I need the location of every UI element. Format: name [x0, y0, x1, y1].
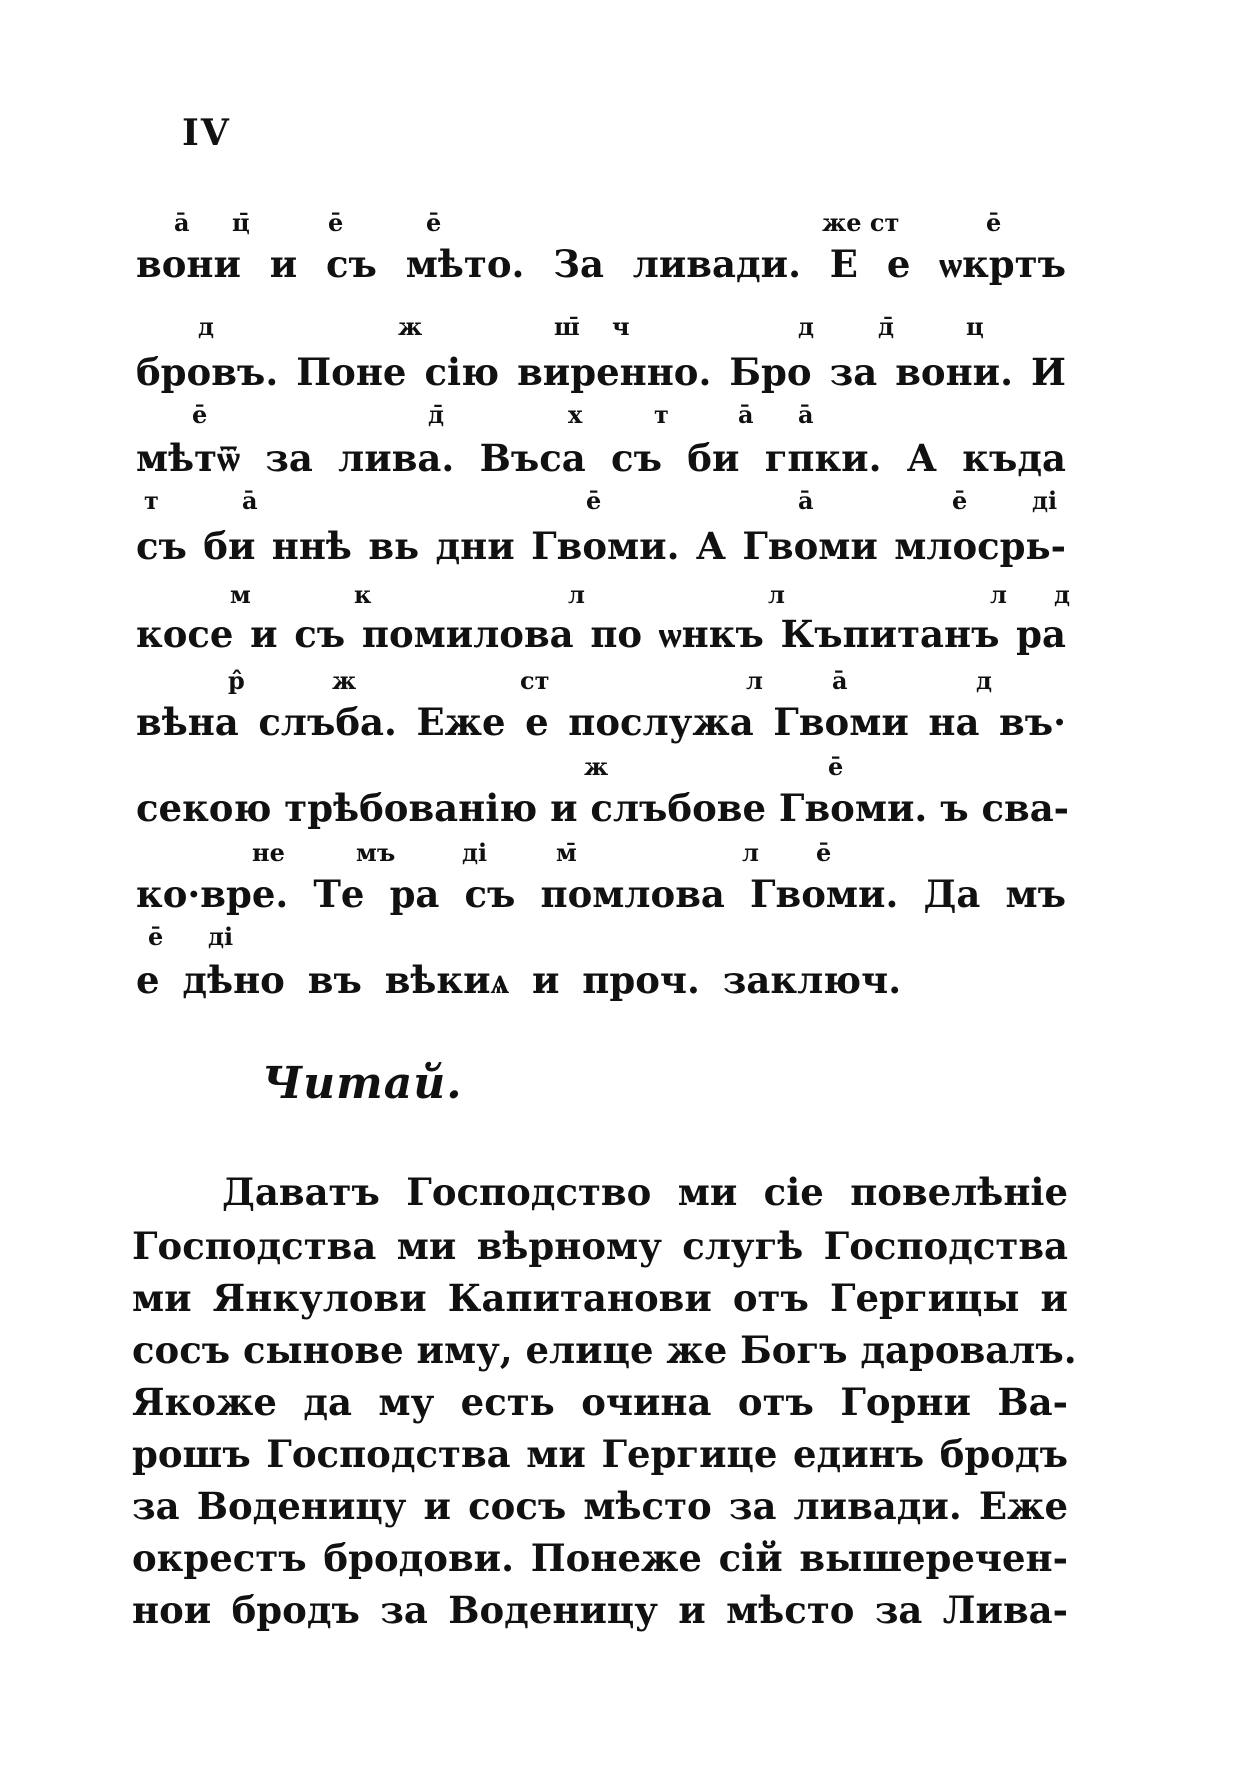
text-line: секою трѣбованію и слъбове Гвоми. ъ сва- — [136, 786, 1070, 830]
superscript-letter: т — [654, 400, 669, 429]
superscript-letter: ц̄ — [232, 208, 250, 237]
superscript-line — [136, 838, 1066, 872]
superscript-letter: ді — [462, 838, 488, 867]
superscript-letter: ā — [242, 486, 258, 515]
superscript-line — [136, 312, 1066, 346]
superscript-letter: мъ — [356, 838, 396, 867]
text-line: е дѣно въ вѣкиѧ и проч. заключ. — [136, 958, 902, 1002]
superscript-letter: р̂ — [228, 666, 245, 695]
superscript-letter: д — [198, 312, 214, 341]
superscript-line — [136, 666, 1066, 700]
superscript-letter: ст — [520, 666, 550, 695]
text-line: ми Янкулови Капитанови отъ Гергицы и — [132, 1276, 1068, 1320]
superscript-letter: ē — [426, 208, 442, 237]
superscript-letter: ē — [986, 208, 1002, 237]
superscript-letter: ē — [192, 400, 208, 429]
superscript-letter: ē — [952, 486, 968, 515]
superscript-letter: ч — [612, 312, 630, 341]
superscript-letter: ш̄ — [554, 312, 580, 341]
superscript-letter: к — [354, 580, 372, 609]
superscript-letter: д — [798, 312, 814, 341]
superscript-letter: ā — [798, 400, 814, 429]
text-line: бровъ. Поне сію виренно. Бро за вони. И — [136, 350, 1066, 394]
text-line: косе и съ помилова по ѡнкъ Къпитанъ ра — [136, 612, 1066, 656]
text-line: рошъ Господства ми Гергице единъ бродъ — [132, 1432, 1068, 1476]
superscript-letter: ді — [1032, 486, 1058, 515]
superscript-letter: ē — [828, 752, 844, 781]
text-line: вѣна слъба. Еже е послужа Гвоми на въ· — [136, 700, 1066, 744]
superscript-letter: ā — [174, 208, 190, 237]
superscript-letter: м — [230, 580, 251, 609]
text-line: мѣтѿ за лива. Въса съ би гпки. А къда — [136, 436, 1066, 480]
text-line: Якоже да му есть очина отъ Горни Ва- — [132, 1380, 1068, 1424]
text-line: сосъ сынове иму, елице же Богъ даровалъ. — [132, 1328, 1077, 1372]
superscript-letter: ā — [832, 666, 848, 695]
superscript-letter: ді — [208, 922, 234, 951]
text-line: вони и съ мѣто. За ливади. Е е ѡкртъ — [136, 242, 1066, 286]
superscript-letter: т — [144, 486, 159, 515]
text-line: за Воденицу и сосъ мѣсто за ливади. Еже — [132, 1484, 1068, 1528]
superscript-letter: д — [976, 666, 992, 695]
superscript-line — [136, 752, 1066, 786]
superscript-letter: л — [568, 580, 585, 609]
superscript-line — [136, 208, 1066, 242]
superscript-letter: х — [568, 400, 583, 429]
text-line: съ би ннѣ вь дни Гвоми. А Гвоми млосрь- — [136, 524, 1066, 568]
superscript-letter: д̄ — [878, 312, 894, 341]
superscript-letter: д̄ — [428, 400, 444, 429]
superscript-letter: ē — [816, 838, 832, 867]
superscript-letter: ā — [738, 400, 754, 429]
superscript-line — [136, 580, 1070, 614]
text-line: окрестъ бродови. Понеже сій вышеречен- — [132, 1536, 1068, 1580]
superscript-letter: л — [768, 580, 785, 609]
superscript-letter: ē — [328, 208, 344, 237]
superscript-letter: л — [742, 838, 759, 867]
superscript-line — [136, 400, 1066, 434]
superscript-letter: ā — [798, 486, 814, 515]
superscript-letter: ē — [148, 922, 164, 951]
text-line: Господства ми вѣрному слугѣ Господства — [132, 1224, 1068, 1268]
superscript-letter: ж — [584, 752, 609, 781]
superscript-letter: ц — [966, 312, 984, 341]
page-number: IV — [182, 112, 231, 154]
text-line: Даватъ Господство ми сіе повелѣніе — [222, 1170, 1068, 1214]
superscript-letter: ē — [586, 486, 602, 515]
section-heading: Читай. — [262, 1058, 463, 1109]
superscript-letter: л — [990, 580, 1007, 609]
superscript-line — [136, 486, 1066, 520]
superscript-letter: же ст — [822, 208, 900, 237]
text-line: нои бродъ за Воденицу и мѣсто за Лива- — [132, 1588, 1068, 1632]
superscript-line — [136, 922, 1066, 956]
superscript-letter: д — [1054, 580, 1070, 609]
superscript-letter: ж — [398, 312, 423, 341]
superscript-letter: не — [252, 838, 285, 867]
superscript-letter: м̄ — [556, 838, 577, 867]
superscript-letter: ж — [332, 666, 357, 695]
text-line: ко·вре. Те ра съ помлова Гвоми. Да мъ — [136, 872, 1066, 916]
superscript-letter: л — [746, 666, 763, 695]
